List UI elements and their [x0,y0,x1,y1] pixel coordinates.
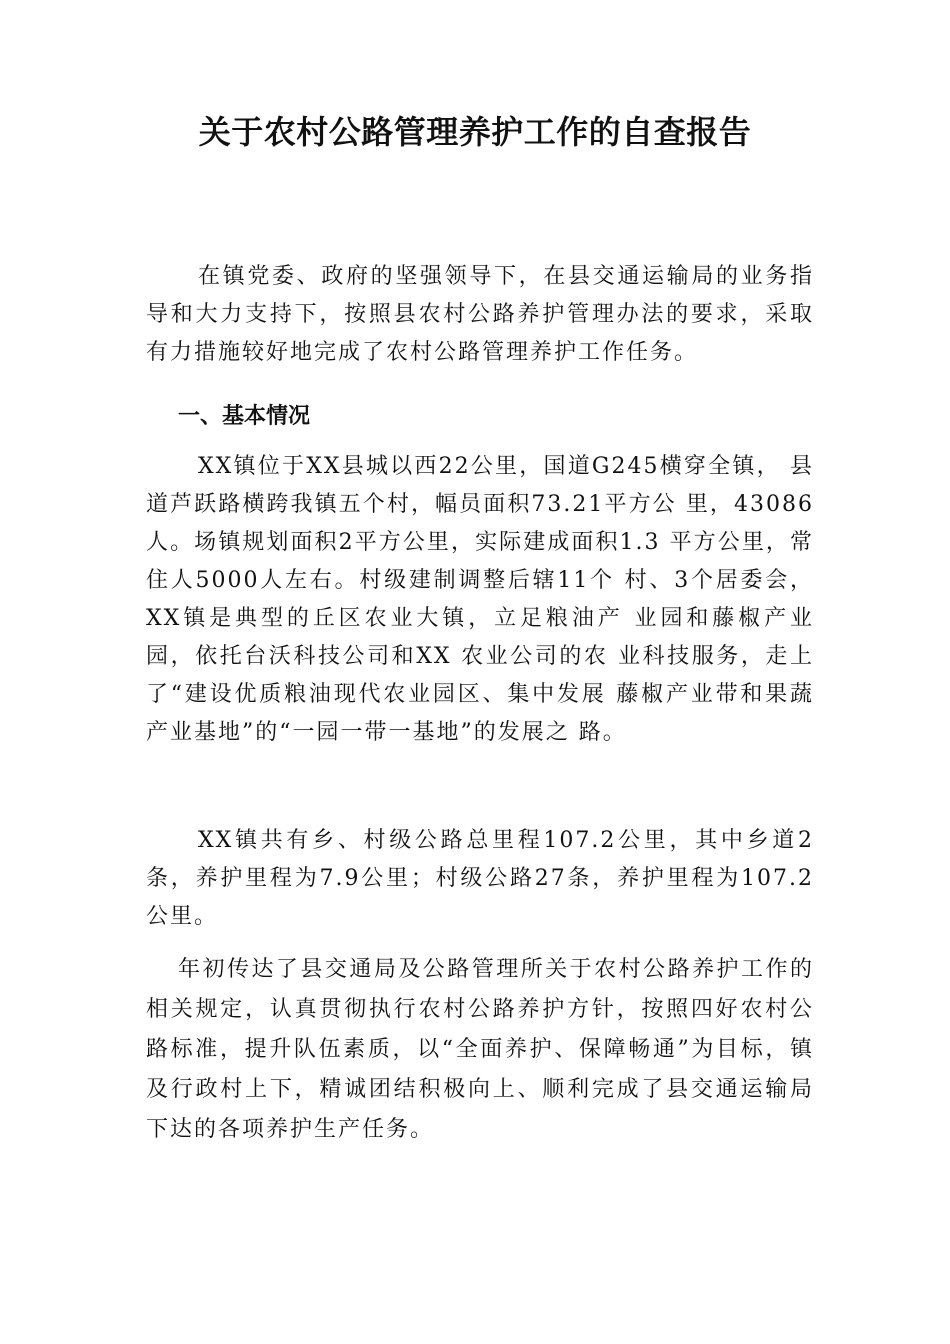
basic-situation-paragraph-3: 年初传达了县交通局及公路管理所关于农村公路养护工作的相关规定，认真贯彻执行农村公路养护方针，按照四好农村公路标准，提升队伍素质，以“全面养护、保障畅通”为目标，镇及行政村上下，精诚团结积极向上、顺利完成了县交通运输局下达的各项养护生产任务。 [146,957,814,1142]
document-title: 关于农村公路管理养护工作的自查报告 [198,113,752,151]
intro-paragraph: 在镇党委、政府的坚强领导下，在县交通运输局的业务指导和大力支持下，按照县农村公路养护管理办法的要求，采取有力措施较好地完成了农村公路管理养护工作任务。 [146,264,814,365]
basic-situation-paragraph-2: XX镇共有乡、村级公路总里程107.2公里，其中乡道2 条，养护里程为7.9公里；村级公路27条，养护里程为107.2 公里。 [146,828,814,929]
basic-situation-paragraph-1: XX镇位于XX县城以西22公里，国道G245横穿全镇， 县道芦跃路横跨我镇五个村，幅员面积73.21平方公 里，43086人。场镇规划面积2平方公里，实际建成面积1.3 平方公里，常住人5000人左右。村级建制调整后辖11个 村、3个居委会，XX镇是典型的丘区农业大镇，立足粮油产 业园和藤椒产业园，依托台沃科技公司和XX 农业公司的农 业科技服务，走上了“建设优质粮油现代农业园区、集中发展 藤椒产业带和果蔬产业基地”的“一园一带一基地”的发展之 路。 [146,454,814,745]
section-heading-basic-situation: 一、基本情况 [178,404,311,429]
